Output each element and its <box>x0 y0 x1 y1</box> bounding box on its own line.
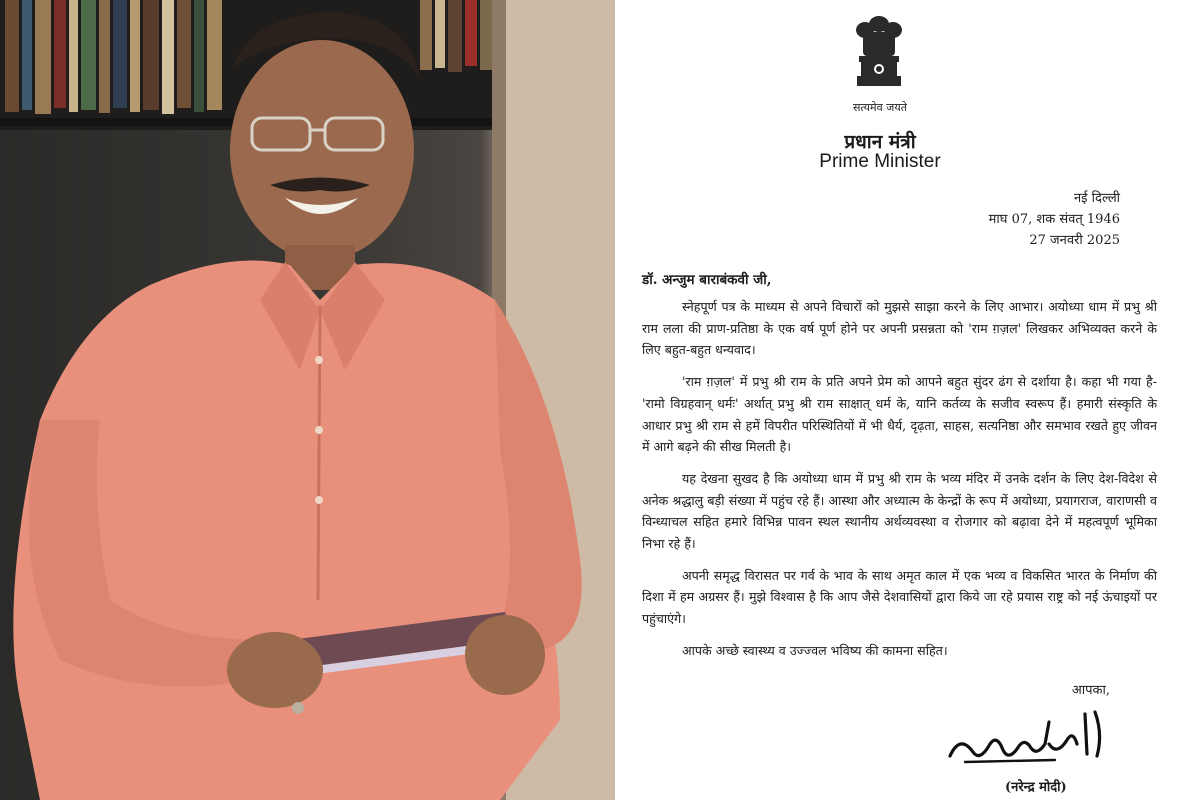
regards: आपका, <box>1071 683 1110 698</box>
paragraph: अपनी समृद्ध विरासत पर गर्व के भाव के साथ अमृत काल में एक भव्य व विकसित भारत के निर्माण की दिशा में हम अग्रसर हैं। मुझे विश्वास है कि आप जैसे देशवासियों द्वारा किये जा रहे प्रयास राष्ट्र को नई ऊंचाइयों पर पहुंचाएंगे। <box>642 567 1157 627</box>
closing-line: आपके अच्छे स्वास्थ्य व उज्ज्वल भविष्य की कामना सहित। <box>682 642 948 658</box>
paragraph: स्नेहपूर्ण पत्र के माध्यम से अपने विचारों को मुझसे साझा करने के लिए आभार। अयोध्या धाम में प्रभु श्री राम लला की प्राण-प्रतिष्ठा के एक वर्ष पूर्ण होने पर अपनी प्रसन्नता को 'राम ग़ज़ल' लिखकर अभिव्यक्त करने के लिए बहुत-बहुत धन्यवाद। <box>642 299 1157 358</box>
signatory-name: (नरेन्द्र मोदी) <box>1005 780 1067 795</box>
office-title-hindi: प्रधान मंत्री <box>844 131 916 153</box>
place: नई दिल्ली <box>1073 191 1120 206</box>
letter-body <box>642 296 1157 672</box>
handwritten-signature <box>945 704 1115 774</box>
salutation: डॉ. अन्जुम बाराबंकवी जी, <box>642 272 772 288</box>
date-saka: माघ 07, शक संवत् 1946 <box>988 212 1120 227</box>
place-and-date <box>989 188 1120 251</box>
state-emblem-icon <box>847 14 911 92</box>
paragraph: 'राम ग़ज़ल' में प्रभु श्री राम के प्रति अपने प्रेम को आपने बहुत सुंदर ढंग से दर्शाया है। कहा भी गया है- 'रामो विग्रहवान् धर्मः' अर्थात् प्रभु श्री राम साक्षात् धर्म के, यानि कर्तव्य के सजीव स्वरूप हैं। हमारी संस्कृति के आधार प्रभु श्री राम से हमें विपरीत परिस्थितियों में भी धैर्य, दृढ़ता, साहस, सत्यनिष्ठा और समभाव रखते हुए जीवन में आगे बढ़ने की सीख मिलती है। <box>642 374 1157 455</box>
emblem-motto: सत्यमेव जयते <box>852 101 907 114</box>
letter-page <box>615 0 1200 800</box>
paragraph: यह देखना सुखद है कि अयोध्या धाम में प्रभु श्री राम के भव्य मंदिर में उनके दर्शन के लिए देश-विदेश से अनेक श्रद्धालु बड़ी संख्या में पहुंच रहे हैं। आस्था और अध्यात्म के केन्द्रों के रूप में अयोध्या, प्रयागराज, वाराणसी व विन्ध्याचल सहित हमारे विभिन्न पावन स्थल स्थानीय अर्थव्यवस्था व रोजगार को बढ़ावा देने में महत्वपूर्ण भूमिका निभा रहे हैं। <box>642 470 1157 552</box>
office-title-english: Prime Minister <box>819 151 941 172</box>
date-gregorian: 27 जनवरी 2025 <box>1029 233 1120 248</box>
